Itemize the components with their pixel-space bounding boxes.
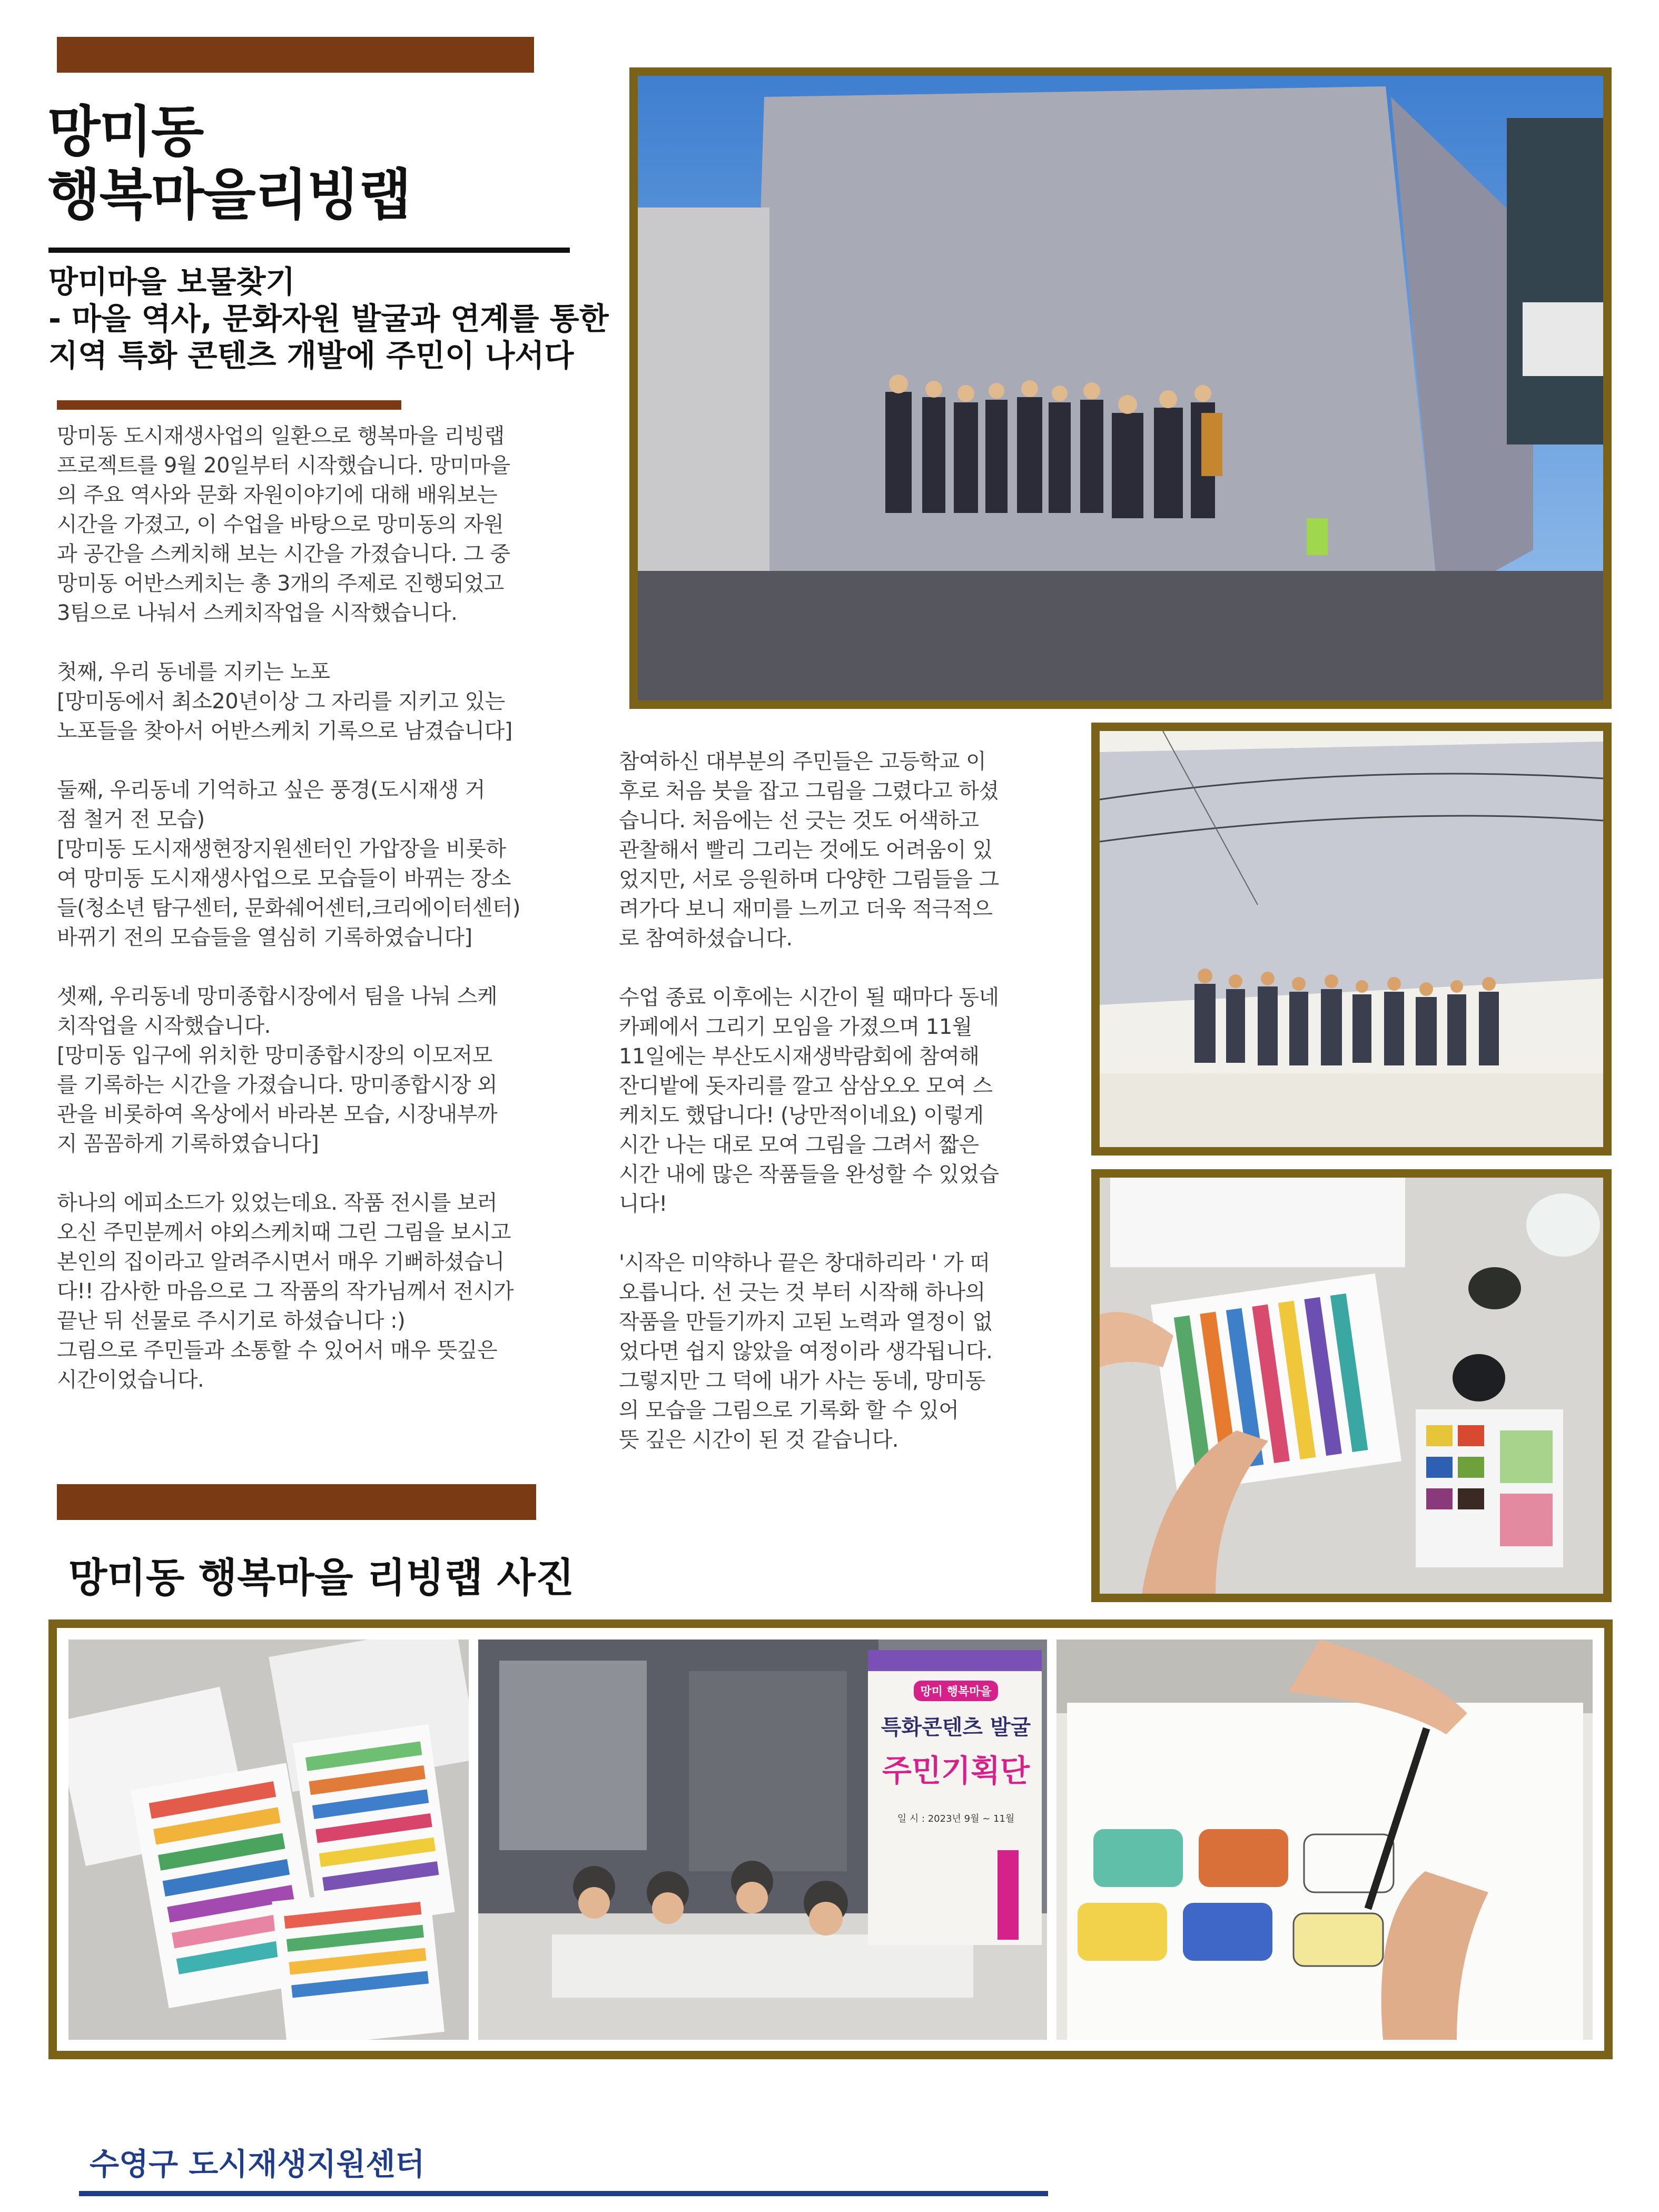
subtitle-line3: 지역 특화 콘텐츠 개발에 주민이 나서다 xyxy=(48,338,574,373)
footer-underline xyxy=(79,2191,1048,2196)
article-column-2: 참여하신 대부분의 주민들은 고등학교 이 후로 처음 붓을 잡고 그림을 그렸다고 하셨 습니다. 처음에는 선 긋는 것도 어색하고 관찰해서 빨리 그리는 것에도 어려움이 있 었지만, 서로 응원하며 다양한 그림들을 그 려가다 보니 재미를 느끼고 더욱 적극적으 로 참여하셨습니다. 수업 종료 이후에는 시간이 될 때마다 동네 카페에서 그리기 모임을 가졌으며 11월 11일에는 부산도시재생박람회에 참여해 잔디밭에 돗자리를 깔고 삼삼오오 모여 스 케치도 했답니다! (낭만적이네요) 이렇게 시간 나는 대로 모여 그림을 그려서 짧은 시간 내에 많은 작품들을 완성할 수 있었습 니다! '시작은 미약하나 끝은 창대하리라 ' 가 떠 오릅니다. 선 긋는 것 부터 시작해 하나의 작품을 만들기까지 고된 노력과 열정이 없 었다면 쉽지 않았을 여정이라 생각됩니다. 그렇지만 그 덕에 내가 사는 동네, 망미동 의 모습을 그림으로 기록화 할 수 있어 뜻 깊은 시간이 된 것 같습니다. xyxy=(619,749,999,1452)
top-accent-bar xyxy=(57,37,534,73)
title-underline xyxy=(48,248,570,253)
subtitle-underline xyxy=(57,400,401,410)
subtitle-line2: - 마을 역사, 문화자원 발굴과 연계를 통한 xyxy=(48,301,609,337)
photo-watercolor-practice xyxy=(1100,1178,1603,1594)
gallery-photo-swatches xyxy=(1056,1640,1593,2040)
banner-line2: 특화콘텐츠 발굴 xyxy=(881,1715,1031,1740)
page-title-line2: 행복마을리빙랩 xyxy=(47,163,411,227)
gallery-frame xyxy=(48,1619,1613,2059)
banner-line1: 망미 행복마을 xyxy=(914,1681,998,1701)
gallery-accent-bar xyxy=(57,1484,536,1520)
page-title xyxy=(47,100,600,226)
page-title-line1: 망미동 xyxy=(47,100,203,164)
photo-frame-sketch xyxy=(1091,723,1612,1156)
footer-org: 수영구 도시재생지원센터 xyxy=(90,2146,425,2182)
subtitle-line1: 망미마을 보물찾기 xyxy=(48,264,295,300)
photo-urban-sketch xyxy=(1100,731,1603,1147)
banner-text xyxy=(874,1681,1038,1825)
banner-line3: 주민기획단 xyxy=(882,1753,1030,1789)
photo-frame-watercolor xyxy=(1091,1169,1612,1602)
article-column-1: 망미동 도시재생사업의 일환으로 행복마을 리빙랩 프로젝트를 9월 20일부터 시작했습니다. 망미마을 의 주요 역사와 문화 자원이야기에 대해 배워보는 시간을 가졌고, 이 수업을 바탕으로 망미동의 자원 과 공간을 스케치해 보는 시간을 가졌습니다. 그 중 망미동 어반스케치는 총 3개의 주제로 진행되었고 3팀으로 나눠서 스케치작업을 시작했습니다. 첫째, 우리 동네를 지키는 노포 [망미동에서 최소20년이상 그 자리를 지키고 있는 노포들을 찾아서 어반스케치 기록으로 남겼습니다] 둘째, 우리동네 기억하고 싶은 풍경(도시재생 거 점 철거 전 모습) [망미동 도시재생현장지원센터인 가압장을 비롯하 여 망미동 도시재생사업으로 모습들이 바뀌는 장소 들(청소년 탐구센터, 문화쉐어센터,크리에이터센터) 바뀌기 전의 모습들을 열심히 기록하였습니다] 셋째, 우리동네 망미종합시장에서 팀을 나눠 스케 치작업을 시작했습니다. [망미동 입구에 위치한 망미종합시장의 이모저모 를 기록하는 시간을 가졌습니다. 망미종합시장 외 관을 비롯하여 옥상에서 바라본 모습, 시장내부까 지 꼼꼼하게 기록하였습니다] 하나의 에피소드가 있었는데요. 작품 전시를 보러 오신 주민분께서 야외스케치때 그린 그림을 보시고 본인의 집이라고 알려주시면서 매우 기뻐하셨습니 다!! 감사한 마음으로 그 작품의 작가님께서 전시가 끝난 뒤 선물로 주시기로 하셨습니다 :) 그림으로 주민들과 소통할 수 있어서 매우 뜻깊은 시간이었습니다. xyxy=(57,424,521,1392)
banner-line4: 일 시 : 2023년 9월 ~ 11월 xyxy=(897,1813,1015,1824)
article-subtitle xyxy=(48,263,628,374)
photo-frame-group-wall xyxy=(629,67,1612,709)
gallery-title: 망미동 행복마을 리빙랩 사진 xyxy=(68,1554,575,1601)
photo-group-wall xyxy=(638,76,1603,700)
gallery-photo-sketchbooks xyxy=(68,1640,469,2040)
